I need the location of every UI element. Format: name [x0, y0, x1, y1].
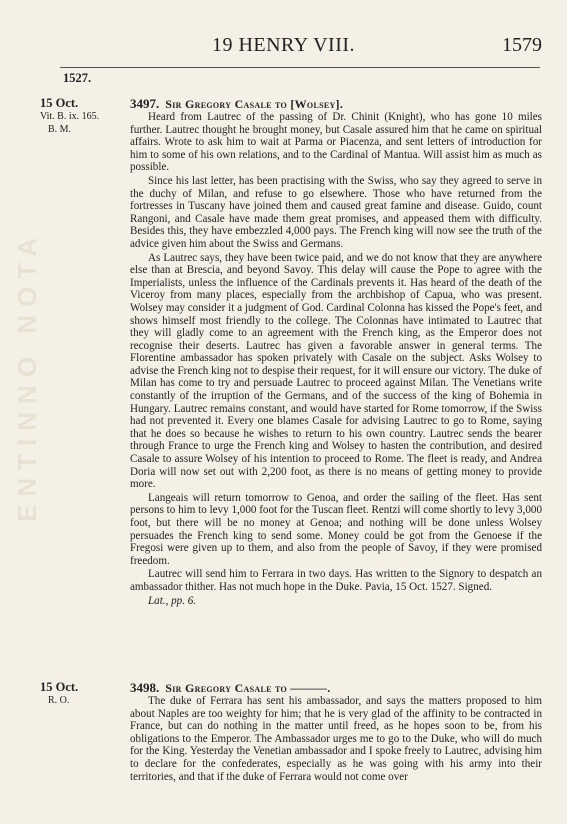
paragraph: Since his last letter, has been practising with the Swiss, who say they agreed to serve in the duchy of Milan, and refuse to go elsewhere. Those who have returned from the fortresses in Tuscany have joined them and caused great famine and disease. Guido, count Rangoni, and Casale have made them great promises, and appeased them with difficulty. Besides this, they have embezzled 4,000 pays. The French king will now see the truth of the advice given him about the Swiss and Germans.	[130, 174, 542, 250]
entry-margin-3497	[40, 97, 122, 136]
entry-margin-3498	[40, 681, 122, 707]
entry-source-2: B. M.	[48, 124, 72, 135]
entry-date: 15 Oct.	[40, 680, 79, 694]
year-label: 1527.	[63, 71, 92, 85]
entry-heading-3497	[130, 96, 343, 112]
entry-body-3498	[130, 695, 542, 784]
stamp-text: ENTINNO NOTA	[12, 230, 42, 522]
entry-body-3497	[130, 111, 542, 608]
header-rule	[60, 67, 540, 68]
paragraph: As Lautrec says, they have been twice paid, and we do not know that they are anywhere else than at Brescia, and beyond Savoy. This delay will cause the Pope to agree with the Imperialists, unless the influence of the Cardinals prevents it. Has heard of the death of the Viceroy from many places, especially from the archbishop of Capua, who was present. Wolsey may consider it a judgment of God. Cardinal Colonna has kissed the Pope's feet, and shows himself most friendly to the college. The Colonnas have intimated to Lautrec that they will gladly come to an agreement with the French king, as the Emperor does not recognise their deserts. Lautrec has given a favorable answer in general terms. The Florentine ambassador has spoken privately with Casale on the subject. Asks Wolsey to advise the French king not to despise their request, for it will ensure our victory. The duke of Milan has come to try and persuade Lautrec to proceed against Milan. The Venetians write constantly of the irruption of the Germans, and of the success of the king of Bohemia in Hungary. Lautrec remains constant, and would have started for Rome tomorrow, if the Swiss had not prevented it. Every one blames Casale for advising Lautrec to go to Rome, saying that he does so because he wishes to return to his own country. Lautrec sends the bearer through France to urge the French king and Wolsey to hasten the contribution, and desired Casale to assure Wolsey of his intention to proceed to Rome. The fleet is ready, and Andrea Doria will now set out with 2,200 foot, as there is no means of getting money to provide more.	[130, 251, 542, 491]
page-header	[0, 34, 567, 59]
language-note: Lat., pp. 6.	[148, 594, 197, 607]
entry-number: 3498.	[130, 680, 160, 695]
running-head: 19 HENRY VIII.	[211, 34, 356, 56]
entry-heading-3498	[130, 680, 331, 696]
entry-title: Sir Gregory Casale to ———.	[165, 681, 331, 695]
entry-number: 3497.	[130, 96, 160, 111]
entry-source: Vit. B. ix. 165.	[40, 111, 100, 122]
entry-source: R. O.	[48, 695, 70, 706]
page-number: 1579	[502, 34, 542, 56]
entry-date: 15 Oct.	[40, 96, 79, 110]
paragraph: Langeais will return tomorrow to Genoa, and order the sailing of the fleet. Has sent persons to him to levy 1,000 foot for the Tuscan fleet. Rentzi will come shortly to levy 3,000 foot, but there will be no money at Genoa; and nothing will be done unless Wolsey persuades the French king to send some. Money could be got from the Genoese if the Fregosi were given up to them, and also from the people of Savoy, if they were promised freedom.	[130, 491, 542, 567]
library-stamp	[8, 90, 42, 780]
paragraph: The duke of Ferrara has sent his ambassador, and says the matters proposed to him about Naples are too weighty for him; that he is very glad of the affinity to be contracted in France, but can do nothing in the matter until freed, as he hopes soon to be, from his obligations to the Emperor. The Ambassador urges me to go to the Duke, who will do much for the King. Yesterday the Venetian ambassador and I spoke freely to Lautrec, advising him to declare for the confederates, especially as he was going with his army into their territories, and that if the duke of Ferrara would not come over	[130, 695, 542, 783]
paragraph: Lautrec will send him to Ferrara in two days. Has written to the Signory to despatch an ambassador thither. Has not much hope in the Duke. Pavia, 15 Oct. 1527. Signed.	[130, 568, 542, 593]
paragraph: Heard from Lautrec of the passing of Dr. Chinit (Knight), who has gone 10 miles further. Lautrec thought he brought money, but Casale assured him that he came on spiritual affairs. Wrote to ask him to wait at Parma or Piacenza, and sent letters of introduction for him to some of his own relations, and to the Cardinal of Mantua. Will assist him as much as possible.	[130, 111, 542, 174]
entry-title: Sir Gregory Casale to [Wolsey].	[165, 97, 344, 111]
